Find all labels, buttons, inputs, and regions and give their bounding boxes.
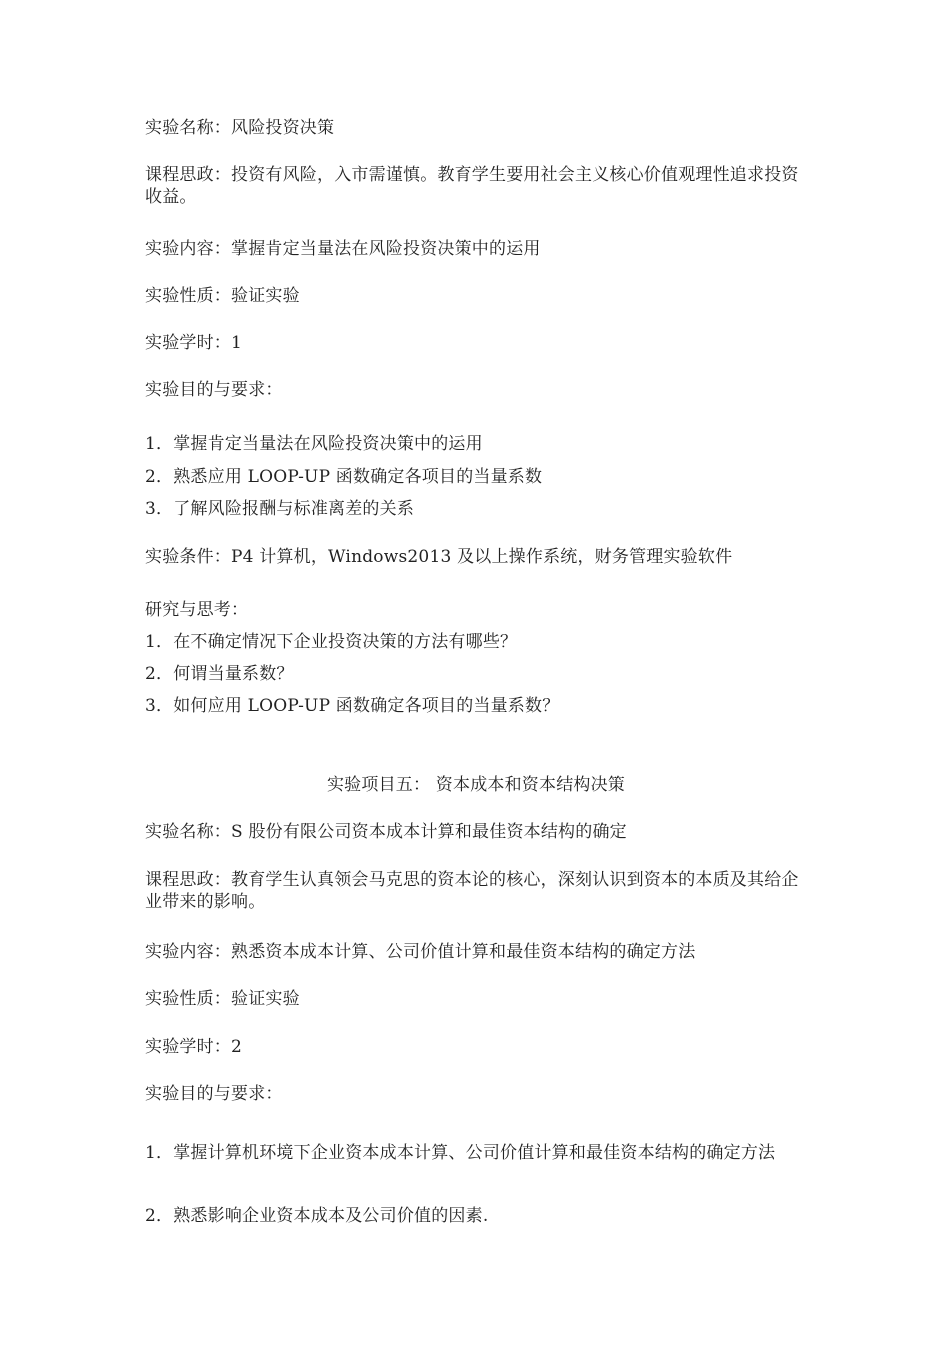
experiment-name: 实验名称：S 股份有限公司资本成本计算和最佳资本结构的确定 [145, 822, 627, 842]
purpose-heading: 实验目的与要求： [145, 1084, 283, 1104]
course-ideology: 课程思政：教育学生认真领会马克思的资本论的核心，深刻认识到资本的本质及其给企业带来的影响。 [145, 870, 799, 912]
research-item: 2．何谓当量系数？ [145, 664, 294, 684]
purpose-item: 2．熟悉应用 LOOP-UP 函数确定各项目的当量系数 [145, 467, 543, 487]
course-ideology: 课程思政：投资有风险，入市需谨慎。教育学生要用社会主义核心价值观理性追求投资收益。 [145, 165, 799, 207]
experiment-hours: 实验学时：1 [145, 333, 243, 353]
research-item: 3．如何应用 LOOP-UP 函数确定各项目的当量系数？ [145, 696, 560, 716]
experiment-hours: 实验学时：2 [145, 1037, 243, 1057]
purpose-item: 2．熟悉影响企业资本成本及公司价值的因素. [145, 1206, 489, 1226]
research-heading: 研究与思考： [145, 600, 249, 620]
experiment-conditions: 实验条件：P4 计算机，Windows2013 及以上操作系统，财务管理实验软件 [145, 547, 733, 567]
purpose-item: 1．掌握肯定当量法在风险投资决策中的运用 [145, 434, 483, 454]
research-item: 1．在不确定情况下企业投资决策的方法有哪些？ [145, 632, 518, 652]
experiment-content: 实验内容：熟悉资本成本计算、公司价值计算和最佳资本结构的确定方法 [145, 942, 696, 962]
experiment-nature: 实验性质：验证实验 [145, 989, 300, 1009]
purpose-heading: 实验目的与要求： [145, 380, 283, 400]
purpose-item: 1．掌握计算机环境下企业资本成本计算、公司价值计算和最佳资本结构的确定方法 [145, 1143, 776, 1163]
purpose-item: 3．了解风险报酬与标准离差的关系 [145, 499, 415, 519]
experiment-content: 实验内容：掌握肯定当量法在风险投资决策中的运用 [145, 239, 541, 259]
section-title: 实验项目五： 资本成本和资本结构决策 [326, 775, 625, 795]
experiment-name: 实验名称：风险投资决策 [145, 118, 335, 138]
experiment-nature: 实验性质：验证实验 [145, 286, 300, 306]
